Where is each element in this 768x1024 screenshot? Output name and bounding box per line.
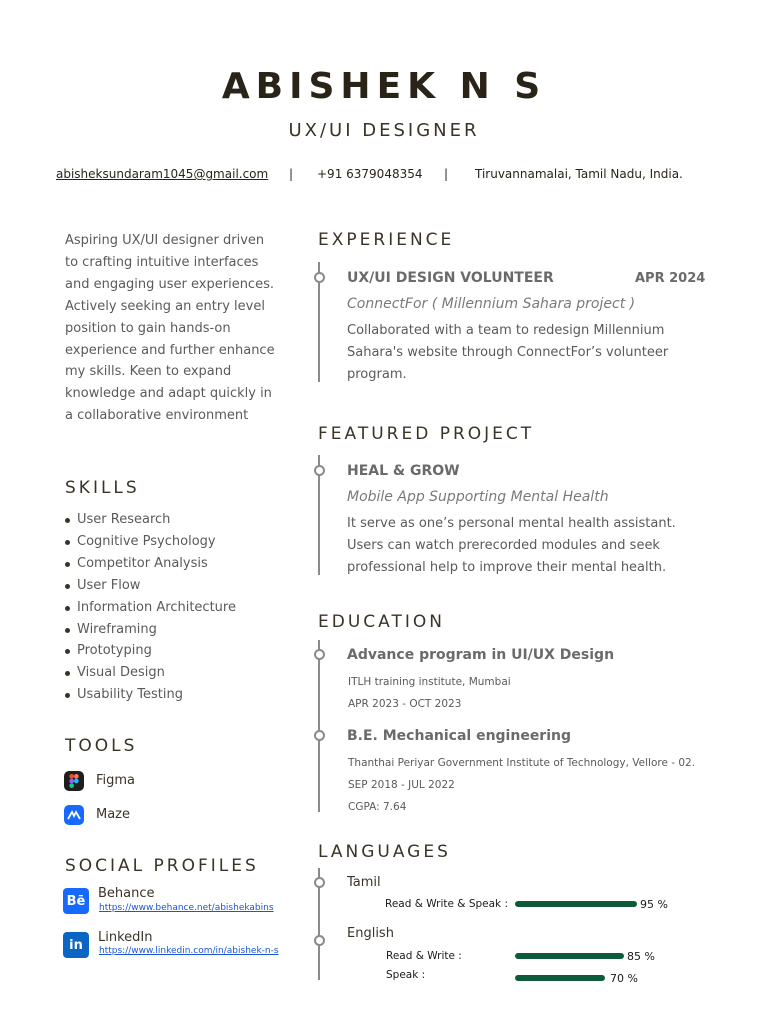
featured-project-heading: FEATURED PROJECT xyxy=(318,424,535,444)
education-dates: SEP 2018 - JUL 2022 xyxy=(348,779,455,791)
list-item: Competitor Analysis xyxy=(63,553,236,575)
education-heading: EDUCATION xyxy=(318,612,445,632)
contact-separator: | xyxy=(289,167,294,181)
email-link[interactable]: abisheksundaram1045@gmail.com xyxy=(56,167,269,181)
education-cgpa: CGPA: 7.64 xyxy=(348,801,407,813)
location: Tiruvannamalai, Tamil Nadu, India. xyxy=(475,167,683,181)
tools-heading: TOOLS xyxy=(65,736,138,756)
contact-separator: | xyxy=(444,167,449,181)
language-percent: 85 % xyxy=(627,950,655,963)
education-dates: APR 2023 - OCT 2023 xyxy=(348,698,462,710)
experience-org: ConnectFor ( Millennium Sahara project ) xyxy=(347,296,636,312)
language-name: English xyxy=(347,926,394,941)
skills-heading: SKILLS xyxy=(65,478,140,498)
timeline-node xyxy=(314,877,325,888)
language-percent: 70 % xyxy=(610,972,638,985)
experience-role: UX/UI DESIGN VOLUNTEER xyxy=(347,270,554,286)
timeline-line xyxy=(318,640,320,812)
language-percent: 95 % xyxy=(640,898,668,911)
timeline-node xyxy=(314,272,325,283)
timeline-node xyxy=(314,649,325,660)
language-bar-track xyxy=(515,901,643,907)
language-bar-track xyxy=(515,953,643,959)
candidate-name: ABISHEK N S xyxy=(221,66,547,107)
list-item: User Research xyxy=(63,509,236,531)
list-item: User Flow xyxy=(63,575,236,597)
timeline-node xyxy=(314,935,325,946)
list-item: Information Architecture xyxy=(63,597,236,619)
education-degree: Advance program in UI/UX Design xyxy=(347,647,615,663)
list-item: Wireframing xyxy=(63,619,236,641)
timeline-node xyxy=(314,465,325,476)
education-degree: B.E. Mechanical engineering xyxy=(347,728,571,744)
language-name: Tamil xyxy=(347,875,381,890)
tool-label-maze: Maze xyxy=(96,807,131,822)
education-school: Thanthai Periyar Government Institute of Technology, Vellore - 02. xyxy=(348,757,696,769)
summary-text: Aspiring UX/UI designer driven to crafting intuitive interfaces and engaging user experiences. Actively seeking an entry level position to gain hands-on experience and further enhance my skills. Keen to expand knowledge and adapt quickly in a collaborative environment xyxy=(65,233,275,424)
experience-desc: Collaborated with a team to redesign Millennium Sahara's website through ConnectFor’s volunteer program. xyxy=(347,323,669,382)
project-subtitle: Mobile App Supporting Mental Health xyxy=(347,489,609,505)
social-profiles-heading: SOCIAL PROFILES xyxy=(65,856,259,876)
language-skill-label: Read & Write : xyxy=(386,950,462,962)
linkedin-icon[interactable]: in xyxy=(63,932,89,958)
list-item: Usability Testing xyxy=(63,684,236,706)
linkedin-link[interactable]: https://www.linkedin.com/in/abishek-n-s xyxy=(99,946,279,956)
candidate-role: UX/UI DESIGNER xyxy=(288,120,480,141)
behance-icon[interactable]: Bē xyxy=(63,888,89,914)
experience-date: APR 2024 xyxy=(635,271,706,286)
social-name-linkedin: LinkedIn xyxy=(98,930,153,945)
timeline-node xyxy=(314,730,325,741)
figma-icon xyxy=(64,771,84,791)
languages-heading: LANGUAGES xyxy=(318,842,451,862)
phone-number: +91 6379048354 xyxy=(317,167,423,181)
language-bar-fill xyxy=(515,901,637,907)
list-item: Visual Design xyxy=(63,662,236,684)
language-skill-label: Speak : xyxy=(386,969,426,981)
project-desc: It serve as one’s personal mental health assistant. Users can watch prerecorded modules and seek professional help to improve their mental health. xyxy=(347,516,676,575)
social-name-behance: Behance xyxy=(98,886,155,901)
language-skill-label: Read & Write & Speak : xyxy=(385,898,509,910)
maze-icon xyxy=(64,805,84,825)
skills-list xyxy=(63,509,236,706)
education-school: ITLH training institute, Mumbai xyxy=(348,676,511,688)
behance-link[interactable]: https://www.behance.net/abishekabins xyxy=(99,903,274,913)
experience-heading: EXPERIENCE xyxy=(318,230,455,250)
project-name: HEAL & GROW xyxy=(347,463,460,479)
language-bar-fill xyxy=(515,953,624,959)
list-item: Prototyping xyxy=(63,640,236,662)
list-item: Cognitive Psychology xyxy=(63,531,236,553)
language-bar-fill xyxy=(515,975,605,981)
tool-label-figma: Figma xyxy=(96,773,136,788)
